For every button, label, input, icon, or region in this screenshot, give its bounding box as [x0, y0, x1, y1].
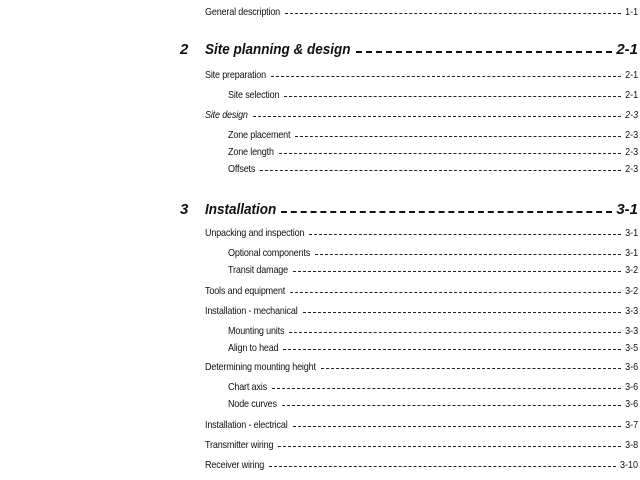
toc-page-number: 2-3 — [624, 109, 638, 121]
toc-entry-label: Align to head — [228, 342, 279, 354]
dot-leader — [290, 292, 621, 293]
toc-page-number: 2-3 — [624, 129, 638, 141]
toc-entry[interactable] — [0, 418, 640, 432]
toc-entry[interactable] — [0, 5, 640, 19]
toc-entry-label: Zone length — [228, 146, 274, 158]
toc-page-number: 3-5 — [624, 342, 638, 354]
toc-subentry[interactable] — [0, 397, 640, 411]
dot-leader — [293, 271, 621, 272]
dot-leader — [303, 312, 621, 313]
toc-page-number: 2-3 — [624, 163, 638, 175]
toc-entry-label: Offsets — [228, 163, 256, 175]
toc-page-number: 2-3 — [624, 146, 638, 158]
toc-subentry[interactable] — [0, 263, 640, 277]
chapter-title: Site planning & design — [205, 41, 351, 58]
dot-leader — [269, 466, 616, 467]
toc-page-number: 3-6 — [624, 361, 638, 373]
toc-entry-label: General description — [205, 6, 281, 18]
toc-subentry[interactable] — [0, 88, 640, 102]
toc-entry[interactable] — [0, 284, 640, 298]
toc-entry-label: Site preparation — [205, 69, 267, 81]
toc-entry[interactable] — [0, 226, 640, 240]
toc-entry-label: Tools and equipment — [205, 285, 286, 297]
toc-entry[interactable] — [0, 68, 640, 82]
toc-page-number: 3-7 — [624, 419, 638, 431]
toc-entry-label: Receiver wiring — [205, 459, 265, 471]
chapter-number: 2 — [180, 41, 189, 58]
dot-leader — [278, 446, 621, 447]
toc-page-number: 2-1 — [624, 69, 638, 81]
toc-entry-label: Site design — [205, 109, 248, 121]
toc-entry-label: Unpacking and inspection — [205, 227, 305, 239]
toc-page-number: 1-1 — [624, 6, 638, 18]
toc-chapter-heading[interactable] — [0, 200, 640, 220]
toc-entry-label: Installation - electrical — [205, 419, 288, 431]
dot-leader — [271, 76, 621, 77]
dot-leader — [279, 153, 621, 154]
toc-page-number: 3-10 — [619, 459, 638, 471]
dot-leader — [289, 332, 621, 333]
toc-entry-label: Optional components — [228, 247, 311, 259]
toc-entry[interactable] — [0, 108, 640, 122]
dot-leader — [293, 426, 621, 427]
chapter-page-number: 2-1 — [616, 41, 638, 58]
dot-leader — [282, 405, 621, 406]
toc-subentry[interactable] — [0, 128, 640, 142]
toc-entry[interactable] — [0, 438, 640, 452]
toc-page-number: 3-3 — [624, 325, 638, 337]
toc-subentry[interactable] — [0, 324, 640, 338]
toc-page-number: 3-1 — [624, 247, 638, 259]
dot-leader — [285, 13, 621, 14]
dot-leader — [281, 211, 612, 213]
toc-entry-label: Chart axis — [228, 381, 267, 393]
dot-leader — [309, 234, 621, 235]
toc-entry-label: Installation - mechanical — [205, 305, 298, 317]
chapter-number: 3 — [180, 201, 189, 218]
dot-leader — [356, 51, 613, 53]
toc-subentry[interactable] — [0, 162, 640, 176]
dot-leader — [295, 136, 621, 137]
toc-entry-label: Site selection — [228, 89, 280, 101]
toc-subentry[interactable] — [0, 380, 640, 394]
toc-page-number: 3-6 — [624, 381, 638, 393]
dot-leader — [260, 170, 621, 171]
toc-subentry[interactable] — [0, 145, 640, 159]
dot-leader — [272, 388, 621, 389]
toc-page-number: 2-1 — [624, 89, 638, 101]
toc-entry-label: Determining mounting height — [205, 361, 316, 373]
toc-entry[interactable] — [0, 304, 640, 318]
toc-entry[interactable] — [0, 360, 640, 374]
toc-page-number: 3-3 — [624, 305, 638, 317]
toc-entry[interactable] — [0, 458, 640, 472]
dot-leader — [315, 254, 621, 255]
toc-page-number: 3-1 — [624, 227, 638, 239]
toc-page-number: 3-2 — [624, 264, 638, 276]
toc-subentry[interactable] — [0, 246, 640, 260]
toc-entry-label: Transit damage — [228, 264, 288, 276]
toc-entry-label: Mounting units — [228, 325, 285, 337]
chapter-page-number: 3-1 — [616, 201, 638, 218]
dot-leader — [253, 116, 621, 117]
dot-leader — [284, 96, 621, 97]
toc-entry-label: Zone placement — [228, 129, 291, 141]
toc-subentry[interactable] — [0, 341, 640, 355]
toc-entry-label: Transmitter wiring — [205, 439, 274, 451]
toc-page-number: 3-8 — [624, 439, 638, 451]
toc-page-number: 3-6 — [624, 398, 638, 410]
toc-page-number: 3-2 — [624, 285, 638, 297]
dot-leader — [283, 349, 620, 350]
chapter-title: Installation — [205, 201, 277, 218]
toc-entry-label: Node curves — [228, 398, 277, 410]
dot-leader — [321, 368, 621, 369]
toc-chapter-heading[interactable] — [0, 40, 640, 60]
